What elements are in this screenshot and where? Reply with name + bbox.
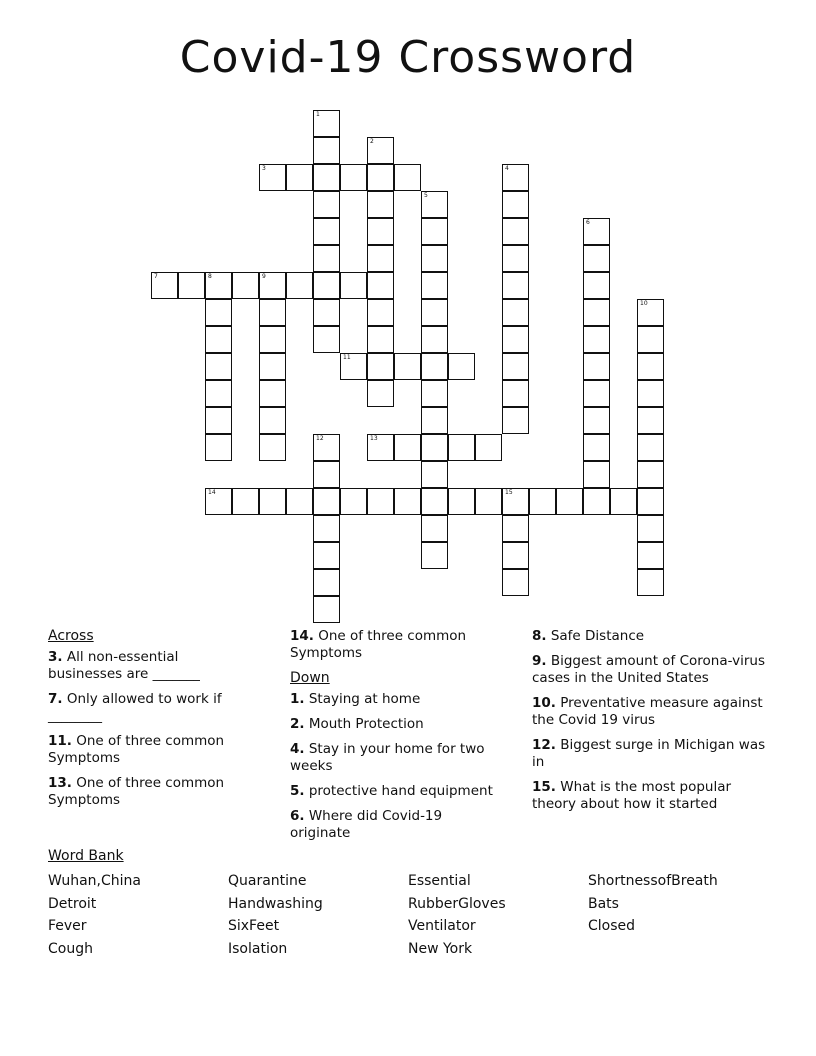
grid-cell[interactable]: [583, 353, 610, 380]
grid-cell[interactable]: [421, 488, 448, 515]
grid-cell[interactable]: [502, 191, 529, 218]
word-bank-item: Cough: [48, 940, 93, 957]
grid-cell[interactable]: [583, 218, 610, 245]
grid-cell[interactable]: [367, 164, 394, 191]
grid-cell[interactable]: [340, 272, 367, 299]
word-bank-column: [588, 870, 768, 938]
clue-number-label: 8: [208, 273, 212, 280]
clue-text: Safe Distance: [550, 628, 645, 644]
grid-cell[interactable]: [421, 326, 448, 353]
clue-number: 12.: [532, 737, 556, 753]
grid-cell[interactable]: [313, 110, 340, 137]
grid-cell[interactable]: [205, 434, 232, 461]
grid-cell[interactable]: [421, 218, 448, 245]
grid-cell[interactable]: [502, 272, 529, 299]
grid-cell[interactable]: [367, 245, 394, 272]
grid-cell[interactable]: [367, 218, 394, 245]
clue-number-label: 6: [586, 219, 590, 226]
clue-text: Where did Covid-19 originate: [290, 808, 443, 841]
word-bank-item: Essential: [408, 873, 471, 889]
clue-column-1: [48, 628, 253, 817]
word-bank-item: Isolation: [228, 940, 288, 957]
grid-cell[interactable]: [502, 569, 529, 596]
grid-cell[interactable]: [286, 164, 313, 191]
grid-cell[interactable]: [637, 380, 664, 407]
clue-number-label: 1: [316, 111, 320, 118]
grid-cell[interactable]: [502, 164, 529, 191]
grid-cell[interactable]: [313, 218, 340, 245]
down-clue-10: [532, 695, 772, 729]
grid-cell[interactable]: [340, 353, 367, 380]
grid-cell[interactable]: [502, 353, 529, 380]
grid-cell[interactable]: [502, 326, 529, 353]
clue-number-label: 14: [208, 489, 216, 496]
grid-cell[interactable]: [502, 218, 529, 245]
across-clue-3: [48, 649, 253, 683]
clue-number-label: 3: [262, 165, 266, 172]
grid-cell[interactable]: [502, 488, 529, 515]
down-clue-15: [532, 779, 772, 813]
clue-text: Staying at home: [308, 691, 421, 707]
clue-number: 7.: [48, 691, 63, 707]
page-title: Covid-19 Crossword: [179, 32, 637, 83]
grid-cell[interactable]: [313, 137, 340, 164]
word-bank-item: Ventilator: [408, 918, 476, 934]
grid-cell[interactable]: [286, 488, 313, 515]
grid-cell[interactable]: [313, 245, 340, 272]
grid-cell[interactable]: [205, 272, 232, 299]
down-clue-2: [290, 716, 505, 733]
grid-cell[interactable]: [583, 407, 610, 434]
word-bank-column: [228, 870, 408, 960]
clue-number: 8.: [532, 628, 547, 644]
grid-cell[interactable]: [529, 488, 556, 515]
grid-cell[interactable]: [556, 488, 583, 515]
clue-number-label: 10: [640, 300, 648, 307]
grid-cell[interactable]: [637, 569, 664, 596]
grid-cell[interactable]: [367, 326, 394, 353]
clue-number: 2.: [290, 716, 305, 732]
word-bank-item: Handwashing: [228, 895, 323, 912]
grid-cell[interactable]: [259, 326, 286, 353]
grid-cell[interactable]: [637, 353, 664, 380]
down-heading: Down: [290, 670, 330, 686]
clue-number: 5.: [290, 783, 305, 799]
down-clue-12: [532, 737, 772, 771]
grid-cell[interactable]: [313, 434, 340, 461]
grid-cell[interactable]: [502, 407, 529, 434]
grid-cell[interactable]: [286, 272, 313, 299]
word-bank-item: Quarantine: [228, 873, 307, 889]
grid-cell[interactable]: [313, 299, 340, 326]
word-bank-item: Detroit: [48, 895, 97, 912]
grid-cell[interactable]: [205, 353, 232, 380]
grid-cell[interactable]: [637, 434, 664, 461]
grid-cell[interactable]: [394, 164, 421, 191]
grid-cell[interactable]: [421, 191, 448, 218]
grid-cell[interactable]: [205, 380, 232, 407]
grid-cell[interactable]: [394, 434, 421, 461]
across-heading: Across: [48, 628, 94, 644]
grid-cell[interactable]: [502, 380, 529, 407]
grid-cell[interactable]: [583, 272, 610, 299]
down-clue-5: [290, 783, 505, 800]
clue-number: 3.: [48, 649, 63, 665]
grid-cell[interactable]: [502, 245, 529, 272]
grid-cell[interactable]: [583, 299, 610, 326]
grid-cell[interactable]: [637, 407, 664, 434]
grid-cell[interactable]: [637, 488, 664, 515]
clue-text: Biggest amount of Corona-virus cases in the United States: [532, 653, 766, 686]
grid-cell[interactable]: [583, 380, 610, 407]
grid-cell[interactable]: [313, 272, 340, 299]
clue-number: 6.: [290, 808, 305, 824]
clue-column-2: [290, 628, 505, 850]
clue-number-label: 4: [505, 165, 509, 172]
grid-cell[interactable]: [421, 272, 448, 299]
word-bank-item: Bats: [588, 895, 619, 912]
across-clue-14: [290, 628, 505, 662]
grid-cell[interactable]: [421, 245, 448, 272]
grid-cell[interactable]: [421, 461, 448, 488]
grid-cell[interactable]: [637, 461, 664, 488]
grid-cell[interactable]: [502, 515, 529, 542]
clue-text: Stay in your home for two weeks: [290, 741, 485, 774]
grid-cell[interactable]: [610, 488, 637, 515]
clue-text: What is the most popular theory about how it started: [532, 779, 732, 812]
clue-number: 13.: [48, 775, 72, 791]
grid-cell[interactable]: [313, 569, 340, 596]
clue-column-3: [532, 628, 772, 821]
grid-cell[interactable]: [502, 299, 529, 326]
clue-number: 9.: [532, 653, 547, 669]
word-bank-item: SixFeet: [228, 918, 280, 934]
grid-cell[interactable]: [259, 434, 286, 461]
grid-cell[interactable]: [259, 164, 286, 191]
across-clue-11: [48, 733, 253, 767]
clue-number: 10.: [532, 695, 556, 711]
grid-cell[interactable]: [259, 353, 286, 380]
clue-text: All non-essential businesses are _______: [48, 649, 200, 682]
clue-number: 11.: [48, 733, 72, 749]
clue-number-label: 12: [316, 435, 324, 442]
word-bank-heading: Word Bank: [48, 848, 124, 864]
grid-cell[interactable]: [421, 407, 448, 434]
clue-number: 4.: [290, 741, 305, 757]
clue-number-label: 11: [343, 354, 351, 361]
grid-cell[interactable]: [313, 596, 340, 623]
grid-cell[interactable]: [421, 434, 448, 461]
grid-cell[interactable]: [394, 488, 421, 515]
grid-cell[interactable]: [367, 191, 394, 218]
grid-cell[interactable]: [637, 515, 664, 542]
grid-cell[interactable]: [259, 272, 286, 299]
clue-number-label: 2: [370, 138, 374, 145]
grid-cell[interactable]: [313, 488, 340, 515]
grid-cell[interactable]: [313, 326, 340, 353]
grid-cell[interactable]: [313, 461, 340, 488]
grid-cell[interactable]: [313, 515, 340, 542]
down-clue-9: [532, 653, 772, 687]
grid-cell[interactable]: [367, 137, 394, 164]
word-bank-column: [408, 870, 588, 960]
grid-cell[interactable]: [421, 380, 448, 407]
grid-cell[interactable]: [367, 353, 394, 380]
grid-cell[interactable]: [448, 488, 475, 515]
clue-number: 15.: [532, 779, 556, 795]
clue-text: One of three common Symptoms: [290, 628, 467, 661]
clue-text: Mouth Protection: [308, 716, 424, 732]
grid-cell[interactable]: [583, 488, 610, 515]
grid-cell[interactable]: [205, 407, 232, 434]
grid-cell[interactable]: [151, 272, 178, 299]
clue-number-label: 13: [370, 435, 378, 442]
grid-cell[interactable]: [367, 272, 394, 299]
word-bank-item: RubberGloves: [408, 895, 506, 912]
clue-text: One of three common Symptoms: [48, 775, 225, 808]
grid-cell[interactable]: [313, 542, 340, 569]
grid-cell[interactable]: [178, 272, 205, 299]
clue-text: Biggest surge in Michigan was in: [532, 737, 766, 770]
down-clue-4: [290, 741, 505, 775]
grid-cell[interactable]: [232, 488, 259, 515]
grid-cell[interactable]: [205, 488, 232, 515]
grid-cell[interactable]: [259, 488, 286, 515]
word-bank-item: Wuhan,China: [48, 873, 141, 889]
clue-text: Preventative measure against the Covid 19 virus: [532, 695, 763, 728]
grid-cell[interactable]: [340, 164, 367, 191]
clue-text: Only allowed to work if ________: [48, 691, 222, 724]
grid-cell[interactable]: [367, 488, 394, 515]
grid-cell[interactable]: [367, 380, 394, 407]
grid-cell[interactable]: [421, 542, 448, 569]
grid-cell[interactable]: [259, 407, 286, 434]
clue-number: 1.: [290, 691, 305, 707]
grid-cell[interactable]: [367, 434, 394, 461]
grid-cell[interactable]: [637, 299, 664, 326]
grid-cell[interactable]: [475, 488, 502, 515]
word-bank-item: Fever: [48, 918, 87, 934]
grid-cell[interactable]: [259, 299, 286, 326]
grid-cell[interactable]: [421, 299, 448, 326]
clue-number-label: 15: [505, 489, 513, 496]
grid-cell[interactable]: [502, 542, 529, 569]
grid-cell[interactable]: [475, 434, 502, 461]
clue-text: protective hand equipment: [308, 783, 493, 799]
grid-cell[interactable]: [421, 515, 448, 542]
clue-number-label: 7: [154, 273, 158, 280]
grid-cell[interactable]: [313, 191, 340, 218]
down-clue-1: [290, 691, 505, 708]
grid-cell[interactable]: [637, 542, 664, 569]
grid-cell[interactable]: [394, 353, 421, 380]
clue-number-label: 5: [424, 192, 428, 199]
grid-cell[interactable]: [340, 488, 367, 515]
word-bank-item: ShortnessofBreath: [588, 873, 718, 889]
grid-cell[interactable]: [448, 353, 475, 380]
clue-number: 14.: [290, 628, 314, 644]
grid-cell[interactable]: [232, 272, 259, 299]
grid-cell[interactable]: [583, 434, 610, 461]
across-clue-13: [48, 775, 253, 809]
word-bank-column: [48, 870, 228, 960]
clue-number-label: 9: [262, 273, 266, 280]
grid-cell[interactable]: [313, 164, 340, 191]
grid-cell[interactable]: [637, 326, 664, 353]
clue-text: One of three common Symptoms: [48, 733, 225, 766]
grid-cell[interactable]: [259, 380, 286, 407]
grid-cell[interactable]: [448, 434, 475, 461]
word-bank-item: New York: [408, 940, 473, 957]
grid-cell[interactable]: [583, 461, 610, 488]
grid-cell[interactable]: [583, 245, 610, 272]
down-clue-6: [290, 808, 505, 842]
grid-cell[interactable]: [421, 353, 448, 380]
word-bank-item: Closed: [588, 918, 636, 934]
across-clue-7: [48, 691, 253, 725]
grid-cell[interactable]: [205, 326, 232, 353]
grid-cell[interactable]: [367, 299, 394, 326]
grid-cell[interactable]: [583, 326, 610, 353]
down-clue-8: [532, 628, 772, 645]
grid-cell[interactable]: [205, 299, 232, 326]
